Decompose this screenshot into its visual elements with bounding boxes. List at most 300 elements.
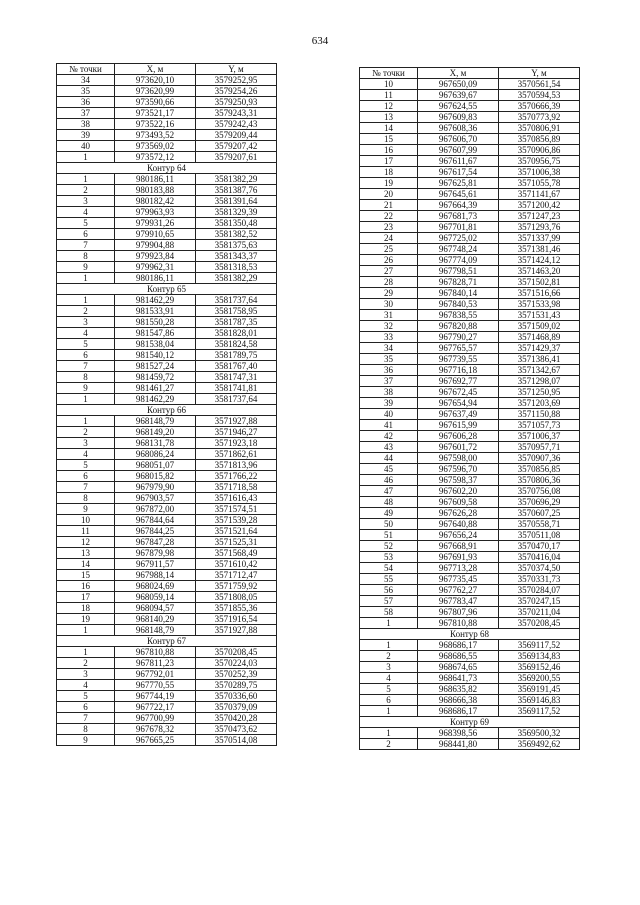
y-coordinate-cell: 3570208,45: [196, 647, 277, 658]
table-row: [360, 211, 580, 222]
x-coordinate-cell: 973572,12: [115, 152, 196, 163]
point-number-cell: 1: [360, 640, 418, 651]
y-coordinate-cell: 3571200,42: [499, 200, 580, 211]
table-row: [57, 570, 277, 581]
table-row: [360, 255, 580, 266]
y-coordinate-cell: 3570957,71: [499, 442, 580, 453]
y-coordinate-cell: 3571429,37: [499, 343, 580, 354]
point-number-cell: 4: [360, 673, 418, 684]
x-coordinate-cell: 967637,49: [418, 409, 499, 420]
table-row: [360, 134, 580, 145]
y-coordinate-cell: 3581824,58: [196, 339, 277, 350]
table-row: [57, 86, 277, 97]
y-coordinate-cell: 3570756,08: [499, 486, 580, 497]
x-coordinate-cell: 979962,31: [115, 262, 196, 273]
y-coordinate-cell: 3571813,96: [196, 460, 277, 471]
y-coordinate-cell: 3570379,09: [196, 702, 277, 713]
x-coordinate-cell: 968641,73: [418, 673, 499, 684]
table-row: [57, 724, 277, 735]
x-coordinate-cell: 967840,53: [418, 299, 499, 310]
x-coordinate-cell: 979923,84: [115, 251, 196, 262]
table-row: [360, 244, 580, 255]
point-number-cell: 49: [360, 508, 418, 519]
y-coordinate-cell: 3571521,64: [196, 526, 277, 537]
x-coordinate-cell: 967608,36: [418, 123, 499, 134]
table-row: [57, 438, 277, 449]
table-row: [360, 541, 580, 552]
table-row: [360, 618, 580, 629]
table-row: [360, 420, 580, 431]
y-coordinate-cell: 3571927,88: [196, 416, 277, 427]
y-coordinate-cell: 3570211,04: [499, 607, 580, 618]
y-coordinate-cell: 3570856,89: [499, 134, 580, 145]
table-row: [57, 185, 277, 196]
point-number-cell: 9: [57, 383, 115, 394]
point-number-cell: 56: [360, 585, 418, 596]
y-coordinate-cell: 3571610,42: [196, 559, 277, 570]
x-coordinate-cell: 973521,17: [115, 108, 196, 119]
x-coordinate-cell: 967979,90: [115, 482, 196, 493]
x-coordinate-cell: 967656,24: [418, 530, 499, 541]
point-number-cell: 39: [57, 130, 115, 141]
y-coordinate-cell: 3570696,29: [499, 497, 580, 508]
coordinates-table-left-body: [57, 75, 277, 746]
x-coordinate-cell: 967820,88: [418, 321, 499, 332]
point-number-cell: 1: [360, 706, 418, 717]
x-coordinate-cell: 967654,94: [418, 398, 499, 409]
y-coordinate-cell: 3571006,37: [499, 431, 580, 442]
contour-header-row: [360, 717, 580, 728]
table-row: [360, 431, 580, 442]
point-number-cell: 3: [57, 196, 115, 207]
point-number-cell: 35: [57, 86, 115, 97]
x-coordinate-cell: 967601,72: [418, 442, 499, 453]
header-point-number: № точки: [57, 64, 115, 75]
table-row: [57, 394, 277, 405]
point-number-cell: 11: [360, 90, 418, 101]
table-row: [360, 321, 580, 332]
table-row: [360, 178, 580, 189]
x-coordinate-cell: 968015,82: [115, 471, 196, 482]
table-row: [57, 196, 277, 207]
table-row: [360, 332, 580, 343]
point-number-cell: 32: [360, 321, 418, 332]
y-coordinate-cell: 3579209,44: [196, 130, 277, 141]
table-row: [57, 152, 277, 163]
table-row: [57, 295, 277, 306]
point-number-cell: 2: [360, 651, 418, 662]
x-coordinate-cell: 967762,27: [418, 585, 499, 596]
point-number-cell: 28: [360, 277, 418, 288]
x-coordinate-cell: 967770,55: [115, 680, 196, 691]
table-row: [57, 328, 277, 339]
point-number-cell: 17: [360, 156, 418, 167]
x-coordinate-cell: 967911,57: [115, 559, 196, 570]
table-row: [360, 607, 580, 618]
y-coordinate-cell: 3581391,64: [196, 196, 277, 207]
x-coordinate-cell: 967811,23: [115, 658, 196, 669]
y-coordinate-cell: 3571342,67: [499, 365, 580, 376]
table-row: [57, 548, 277, 559]
table-row: [57, 207, 277, 218]
table-row: [57, 361, 277, 372]
y-coordinate-cell: 3570594,53: [499, 90, 580, 101]
table-row: [57, 449, 277, 460]
table-row: [57, 383, 277, 394]
point-number-cell: 36: [360, 365, 418, 376]
x-coordinate-cell: 968059,14: [115, 592, 196, 603]
table-row: [360, 189, 580, 200]
y-coordinate-cell: 3571525,31: [196, 537, 277, 548]
x-coordinate-cell: 967678,32: [115, 724, 196, 735]
y-coordinate-cell: 3579250,93: [196, 97, 277, 108]
contour-label: Контур 69: [360, 717, 580, 728]
y-coordinate-cell: 3570514,08: [196, 735, 277, 746]
point-number-cell: 4: [57, 449, 115, 460]
point-number-cell: 48: [360, 497, 418, 508]
x-coordinate-cell: 967713,28: [418, 563, 499, 574]
x-coordinate-cell: 981462,29: [115, 394, 196, 405]
coordinates-table-right-body: [360, 79, 580, 750]
point-number-cell: 38: [360, 387, 418, 398]
x-coordinate-cell: 967810,88: [418, 618, 499, 629]
table-row: [360, 695, 580, 706]
table-row: [360, 376, 580, 387]
y-coordinate-cell: 3571247,23: [499, 211, 580, 222]
y-coordinate-cell: 3571759,92: [196, 581, 277, 592]
point-number-cell: 31: [360, 310, 418, 321]
table-row: [360, 222, 580, 233]
table-row: [57, 97, 277, 108]
y-coordinate-cell: 3570252,39: [196, 669, 277, 680]
table-row: [360, 409, 580, 420]
table-row: [57, 427, 277, 438]
point-number-cell: 11: [57, 526, 115, 537]
x-coordinate-cell: 967598,37: [418, 475, 499, 486]
y-coordinate-cell: 3579243,31: [196, 108, 277, 119]
header-x: X, м: [418, 68, 499, 79]
x-coordinate-cell: 967840,14: [418, 288, 499, 299]
y-coordinate-cell: 3570907,36: [499, 453, 580, 464]
y-coordinate-cell: 3581382,29: [196, 174, 277, 185]
table-row: [360, 299, 580, 310]
x-coordinate-cell: 981461,27: [115, 383, 196, 394]
x-coordinate-cell: 973569,02: [115, 141, 196, 152]
y-coordinate-cell: 3569134,83: [499, 651, 580, 662]
point-number-cell: 20: [360, 189, 418, 200]
x-coordinate-cell: 979931,26: [115, 218, 196, 229]
table-row: [360, 530, 580, 541]
table-row: [360, 706, 580, 717]
point-number-cell: 7: [57, 482, 115, 493]
point-number-cell: 2: [57, 658, 115, 669]
x-coordinate-cell: 967606,70: [418, 134, 499, 145]
table-row: [360, 200, 580, 211]
y-coordinate-cell: 3570666,39: [499, 101, 580, 112]
y-coordinate-cell: 3571916,54: [196, 614, 277, 625]
y-coordinate-cell: 3571141,67: [499, 189, 580, 200]
x-coordinate-cell: 967792,01: [115, 669, 196, 680]
x-coordinate-cell: 981459,72: [115, 372, 196, 383]
y-coordinate-cell: 3570284,07: [499, 585, 580, 596]
table-row: [57, 229, 277, 240]
x-coordinate-cell: 967609,58: [418, 497, 499, 508]
y-coordinate-cell: 3571574,51: [196, 504, 277, 515]
point-number-cell: 3: [57, 317, 115, 328]
y-coordinate-cell: 3571531,43: [499, 310, 580, 321]
table-row: [57, 515, 277, 526]
y-coordinate-cell: 3570470,17: [499, 541, 580, 552]
point-number-cell: 43: [360, 442, 418, 453]
coordinates-table-right: [359, 67, 580, 750]
table-row: [57, 713, 277, 724]
table-row: [360, 728, 580, 739]
table-row: [57, 460, 277, 471]
table-row: [360, 79, 580, 90]
point-number-cell: 34: [360, 343, 418, 354]
header-y: Y, м: [196, 64, 277, 75]
point-number-cell: 21: [360, 200, 418, 211]
x-coordinate-cell: 967879,98: [115, 548, 196, 559]
table-row: [57, 625, 277, 636]
x-coordinate-cell: 980183,88: [115, 185, 196, 196]
point-number-cell: 40: [360, 409, 418, 420]
y-coordinate-cell: 3581737,64: [196, 295, 277, 306]
y-coordinate-cell: 3569117,52: [499, 706, 580, 717]
point-number-cell: 51: [360, 530, 418, 541]
y-coordinate-cell: 3581758,95: [196, 306, 277, 317]
x-coordinate-cell: 967664,39: [418, 200, 499, 211]
table-row: [360, 365, 580, 376]
y-coordinate-cell: 3570607,25: [499, 508, 580, 519]
table-row: [360, 354, 580, 365]
x-coordinate-cell: 973620,10: [115, 75, 196, 86]
point-number-cell: 36: [57, 97, 115, 108]
y-coordinate-cell: 3581767,40: [196, 361, 277, 372]
x-coordinate-cell: 973522,16: [115, 119, 196, 130]
x-coordinate-cell: 981540,12: [115, 350, 196, 361]
table-row: [57, 614, 277, 625]
point-number-cell: 1: [57, 273, 115, 284]
table-row: [57, 416, 277, 427]
point-number-cell: 18: [360, 167, 418, 178]
y-coordinate-cell: 3571616,43: [196, 493, 277, 504]
point-number-cell: 57: [360, 596, 418, 607]
y-coordinate-cell: 3570856,85: [499, 464, 580, 475]
table-row: [360, 640, 580, 651]
x-coordinate-cell: 967810,88: [115, 647, 196, 658]
y-coordinate-cell: 3570208,45: [499, 618, 580, 629]
x-coordinate-cell: 968398,56: [418, 728, 499, 739]
x-coordinate-cell: 967668,91: [418, 541, 499, 552]
contour-header-row: [57, 284, 277, 295]
point-number-cell: 33: [360, 332, 418, 343]
y-coordinate-cell: 3571502,81: [499, 277, 580, 288]
table-row: [57, 691, 277, 702]
x-coordinate-cell: 968686,55: [418, 651, 499, 662]
y-coordinate-cell: 3570511,08: [499, 530, 580, 541]
table-row: [360, 266, 580, 277]
point-number-cell: 1: [360, 728, 418, 739]
point-number-cell: 12: [57, 537, 115, 548]
point-number-cell: 19: [360, 178, 418, 189]
contour-header-row: [57, 636, 277, 647]
x-coordinate-cell: 967611,67: [418, 156, 499, 167]
point-number-cell: 54: [360, 563, 418, 574]
point-number-cell: 15: [360, 134, 418, 145]
y-coordinate-cell: 3569146,83: [499, 695, 580, 706]
x-coordinate-cell: 967765,57: [418, 343, 499, 354]
y-coordinate-cell: 3570806,91: [499, 123, 580, 134]
x-coordinate-cell: 967617,54: [418, 167, 499, 178]
table-row: [360, 123, 580, 134]
table-row: [57, 647, 277, 658]
y-coordinate-cell: 3579252,95: [196, 75, 277, 86]
point-number-cell: 26: [360, 255, 418, 266]
point-number-cell: 8: [57, 493, 115, 504]
x-coordinate-cell: 973493,52: [115, 130, 196, 141]
point-number-cell: 35: [360, 354, 418, 365]
point-number-cell: 7: [57, 361, 115, 372]
table-row: [360, 651, 580, 662]
point-number-cell: 34: [57, 75, 115, 86]
table-row: [57, 581, 277, 592]
contour-header-row: [57, 163, 277, 174]
point-number-cell: 1: [57, 295, 115, 306]
table-row: [360, 145, 580, 156]
y-coordinate-cell: 3570773,92: [499, 112, 580, 123]
y-coordinate-cell: 3570420,28: [196, 713, 277, 724]
y-coordinate-cell: 3571463,20: [499, 266, 580, 277]
table-row: [57, 130, 277, 141]
x-coordinate-cell: 979904,88: [115, 240, 196, 251]
x-coordinate-cell: 968094,57: [115, 603, 196, 614]
table-row: [360, 233, 580, 244]
point-number-cell: 45: [360, 464, 418, 475]
y-coordinate-cell: 3571927,88: [196, 625, 277, 636]
table-row: [360, 519, 580, 530]
x-coordinate-cell: 967672,45: [418, 387, 499, 398]
table-row: [360, 475, 580, 486]
page-number: 634: [311, 35, 329, 47]
y-coordinate-cell: 3570561,54: [499, 79, 580, 90]
point-number-cell: 29: [360, 288, 418, 299]
x-coordinate-cell: 967798,51: [418, 266, 499, 277]
point-number-cell: 23: [360, 222, 418, 233]
contour-header-row: [360, 629, 580, 640]
x-coordinate-cell: 967681,73: [418, 211, 499, 222]
point-number-cell: 4: [57, 207, 115, 218]
y-coordinate-cell: 3571298,07: [499, 376, 580, 387]
point-number-cell: 13: [360, 112, 418, 123]
x-coordinate-cell: 967774,09: [418, 255, 499, 266]
table-row: [57, 603, 277, 614]
y-coordinate-cell: 3571923,18: [196, 438, 277, 449]
y-coordinate-cell: 3571516,66: [499, 288, 580, 299]
point-number-cell: 1: [360, 618, 418, 629]
x-coordinate-cell: 979910,65: [115, 229, 196, 240]
table-row: [57, 680, 277, 691]
table-header-row: [360, 68, 580, 79]
y-coordinate-cell: 3581747,31: [196, 372, 277, 383]
point-number-cell: 13: [57, 548, 115, 559]
point-number-cell: 22: [360, 211, 418, 222]
y-coordinate-cell: 3571203,69: [499, 398, 580, 409]
point-number-cell: 38: [57, 119, 115, 130]
table-row: [57, 592, 277, 603]
point-number-cell: 12: [360, 101, 418, 112]
y-coordinate-cell: 3571712,47: [196, 570, 277, 581]
table-row: [360, 684, 580, 695]
point-number-cell: 50: [360, 519, 418, 530]
x-coordinate-cell: 967700,99: [115, 713, 196, 724]
y-coordinate-cell: 3571337,99: [499, 233, 580, 244]
header-point-number: № точки: [360, 68, 418, 79]
header-y: Y, м: [499, 68, 580, 79]
y-coordinate-cell: 3570224,03: [196, 658, 277, 669]
y-coordinate-cell: 3581318,53: [196, 262, 277, 273]
point-number-cell: 17: [57, 592, 115, 603]
y-coordinate-cell: 3581382,52: [196, 229, 277, 240]
point-number-cell: 10: [57, 515, 115, 526]
y-coordinate-cell: 3581343,37: [196, 251, 277, 262]
table-row: [360, 343, 580, 354]
y-coordinate-cell: 3570289,75: [196, 680, 277, 691]
table-row: [57, 493, 277, 504]
point-number-cell: 5: [57, 691, 115, 702]
y-coordinate-cell: 3571946,27: [196, 427, 277, 438]
x-coordinate-cell: 968051,07: [115, 460, 196, 471]
table-row: [360, 442, 580, 453]
table-row: [360, 398, 580, 409]
y-coordinate-cell: 3571533,98: [499, 299, 580, 310]
point-number-cell: 6: [57, 229, 115, 240]
point-number-cell: 2: [360, 739, 418, 750]
y-coordinate-cell: 3581741,81: [196, 383, 277, 394]
y-coordinate-cell: 3581387,76: [196, 185, 277, 196]
y-coordinate-cell: 3571808,05: [196, 592, 277, 603]
point-number-cell: 41: [360, 420, 418, 431]
point-number-cell: 6: [360, 695, 418, 706]
point-number-cell: 19: [57, 614, 115, 625]
x-coordinate-cell: 981550,28: [115, 317, 196, 328]
y-coordinate-cell: 3581382,29: [196, 273, 277, 284]
table-row: [360, 167, 580, 178]
y-coordinate-cell: 3571862,61: [196, 449, 277, 460]
point-number-cell: 1: [57, 625, 115, 636]
point-number-cell: 2: [57, 185, 115, 196]
y-coordinate-cell: 3571718,58: [196, 482, 277, 493]
x-coordinate-cell: 968140,29: [115, 614, 196, 625]
point-number-cell: 9: [57, 504, 115, 515]
table-row: [57, 273, 277, 284]
table-row: [360, 673, 580, 684]
x-coordinate-cell: 967838,55: [418, 310, 499, 321]
table-row: [57, 669, 277, 680]
x-coordinate-cell: 967722,17: [115, 702, 196, 713]
x-coordinate-cell: 967739,55: [418, 354, 499, 365]
table-row: [57, 251, 277, 262]
y-coordinate-cell: 3569117,52: [499, 640, 580, 651]
x-coordinate-cell: 981547,86: [115, 328, 196, 339]
y-coordinate-cell: 3571468,89: [499, 332, 580, 343]
y-coordinate-cell: 3570374,50: [499, 563, 580, 574]
x-coordinate-cell: 980186,11: [115, 273, 196, 284]
y-coordinate-cell: 3581329,39: [196, 207, 277, 218]
table-row: [57, 262, 277, 273]
table-row: [57, 108, 277, 119]
table-row: [57, 735, 277, 746]
